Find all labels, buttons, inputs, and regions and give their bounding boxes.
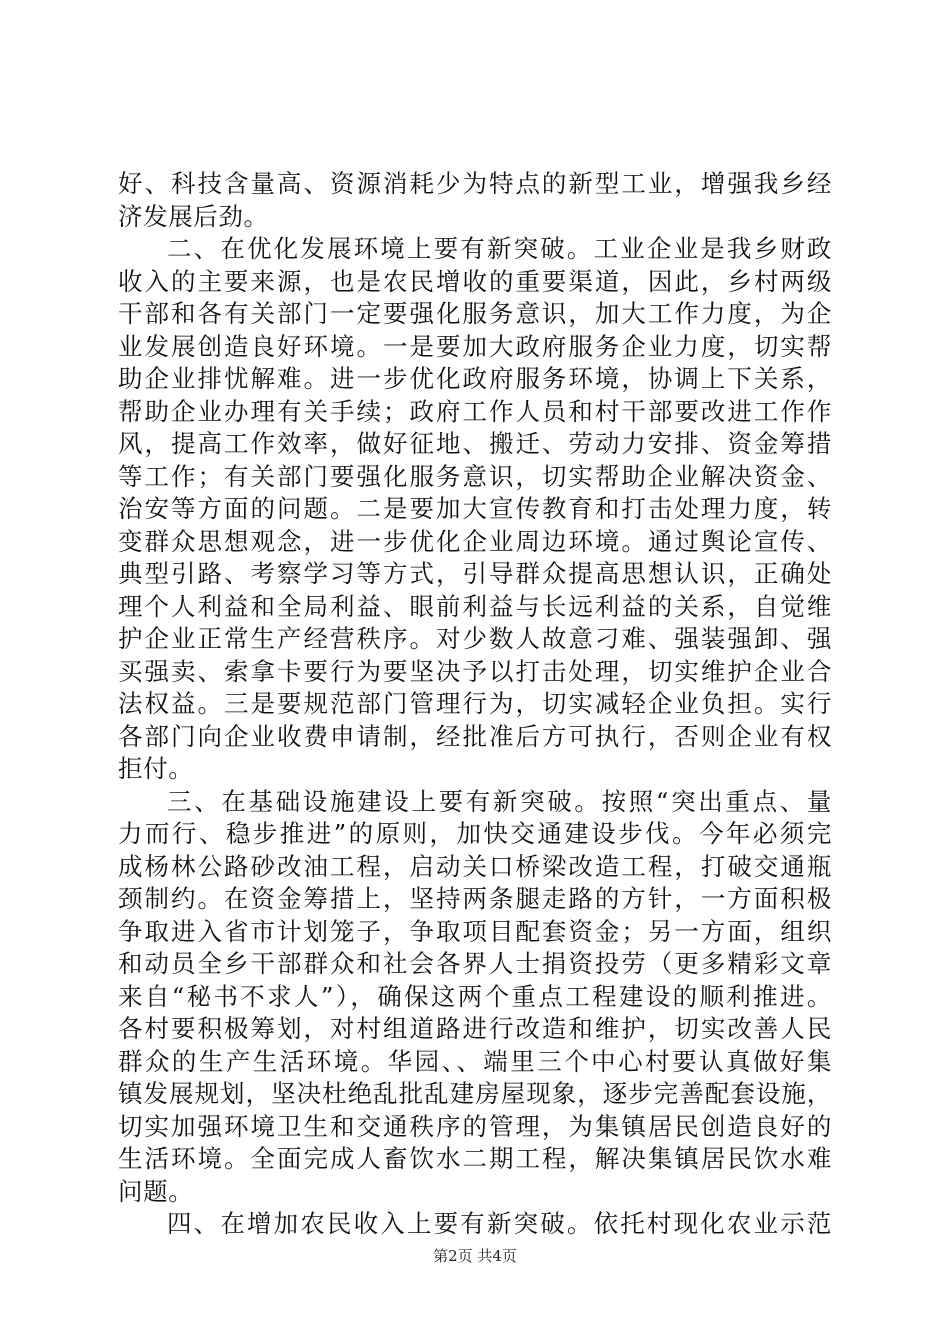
text-line: 济发展后劲。 bbox=[118, 201, 269, 231]
text-line: 帮助企业办理有关手续；政府工作人员和村干部要改进工作作 bbox=[118, 396, 832, 426]
text-line: 各部门向企业收费申请制，经批准后方可执行，否则企业有权 bbox=[118, 721, 832, 751]
text-line: 成杨林公路砂改油工程，启动关口桥梁改造工程，打破交通瓶 bbox=[118, 851, 832, 881]
text-line: 业发展创造良好环境。一是要加大政府服务企业力度，切实帮 bbox=[118, 331, 832, 361]
text-line: 助企业排忧解难。进一步优化政府服务环境，协调上下关系， bbox=[118, 364, 832, 393]
text-line: 颈制约。在资金筹措上，坚持两条腿走路的方针，一方面积极 bbox=[118, 884, 832, 913]
text-line: 干部和各有关部门一定要强化服务意识，加大工作力度，为企 bbox=[118, 299, 832, 328]
page-number-footer: 第2页 共4页 bbox=[433, 1247, 517, 1265]
text-line: 力而行、稳步推进”的原则，加快交通建设步伐。今年必须完 bbox=[118, 819, 832, 848]
text-line: 风，提高工作效率，做好征地、搬迁、劳动力安排、资金筹措 bbox=[118, 429, 832, 458]
text-line: 镇发展规划，坚决杜绝乱批乱建房屋现象，逐步完善配套设施， bbox=[118, 1079, 832, 1108]
section-heading-line: 三、在基础设施建设上要有新突破。按照“突出重点、量 bbox=[167, 786, 832, 816]
text-line: 护企业正常生产经营秩序。对少数人故意刁难、强装强卸、强 bbox=[118, 624, 832, 653]
text-line: 治安等方面的问题。二是要加大宣传教育和打击处理力度，转 bbox=[118, 494, 832, 523]
section-heading-line: 四、在增加农民收入上要有新突破。依托村现化农业示范 bbox=[167, 1209, 832, 1238]
section-heading-line: 二、在优化发展环境上要有新突破。工业企业是我乡财政 bbox=[167, 234, 832, 263]
text-line: 变群众思想观念，进一步优化企业周边环境。通过舆论宣传、 bbox=[118, 526, 832, 556]
text-line: 生活环境。全面完成人畜饮水二期工程，解决集镇居民饮水难 bbox=[118, 1144, 832, 1173]
text-line: 群众的生产生活环境。华园、、端里三个中心村要认真做好集 bbox=[118, 1046, 832, 1076]
text-line: 买强卖、索拿卡要行为要坚决予以打击处理，切实维护企业合 bbox=[118, 656, 832, 686]
text-line: 来自“秘书不求人”），确保这两个重点工程建设的顺利推进。 bbox=[118, 981, 832, 1011]
text-line: 典型引路、考察学习等方式，引导群众提高思想认识，正确处 bbox=[118, 559, 832, 588]
text-line: 收入的主要来源，也是农民增收的重要渠道，因此，乡村两级 bbox=[118, 266, 832, 296]
text-line: 等工作；有关部门要强化服务意识，切实帮助企业解决资金、 bbox=[118, 461, 832, 491]
text-line: 和动员全乡干部群众和社会各界人士捐资投劳（更多精彩文章 bbox=[118, 949, 832, 978]
text-line: 问题。 bbox=[118, 1176, 194, 1206]
text-line: 拒付。 bbox=[118, 754, 194, 783]
text-line: 法权益。三是要规范部门管理行为，切实减轻企业负担。实行 bbox=[118, 689, 832, 718]
text-line: 各村要积极筹划，对村组道路进行改造和维护，切实改善人民 bbox=[118, 1014, 832, 1043]
text-line: 切实加强环境卫生和交通秩序的管理，为集镇居民创造良好的 bbox=[118, 1111, 832, 1141]
text-line: 争取进入省市计划笼子，争取项目配套资金；另一方面，组织 bbox=[118, 916, 832, 946]
text-line: 好、科技含量高、资源消耗少为特点的新型工业，增强我乡经 bbox=[118, 169, 832, 198]
text-line: 理个人利益和全局利益、眼前利益与长远利益的关系，自觉维 bbox=[118, 591, 832, 621]
document-body bbox=[118, 168, 832, 1241]
